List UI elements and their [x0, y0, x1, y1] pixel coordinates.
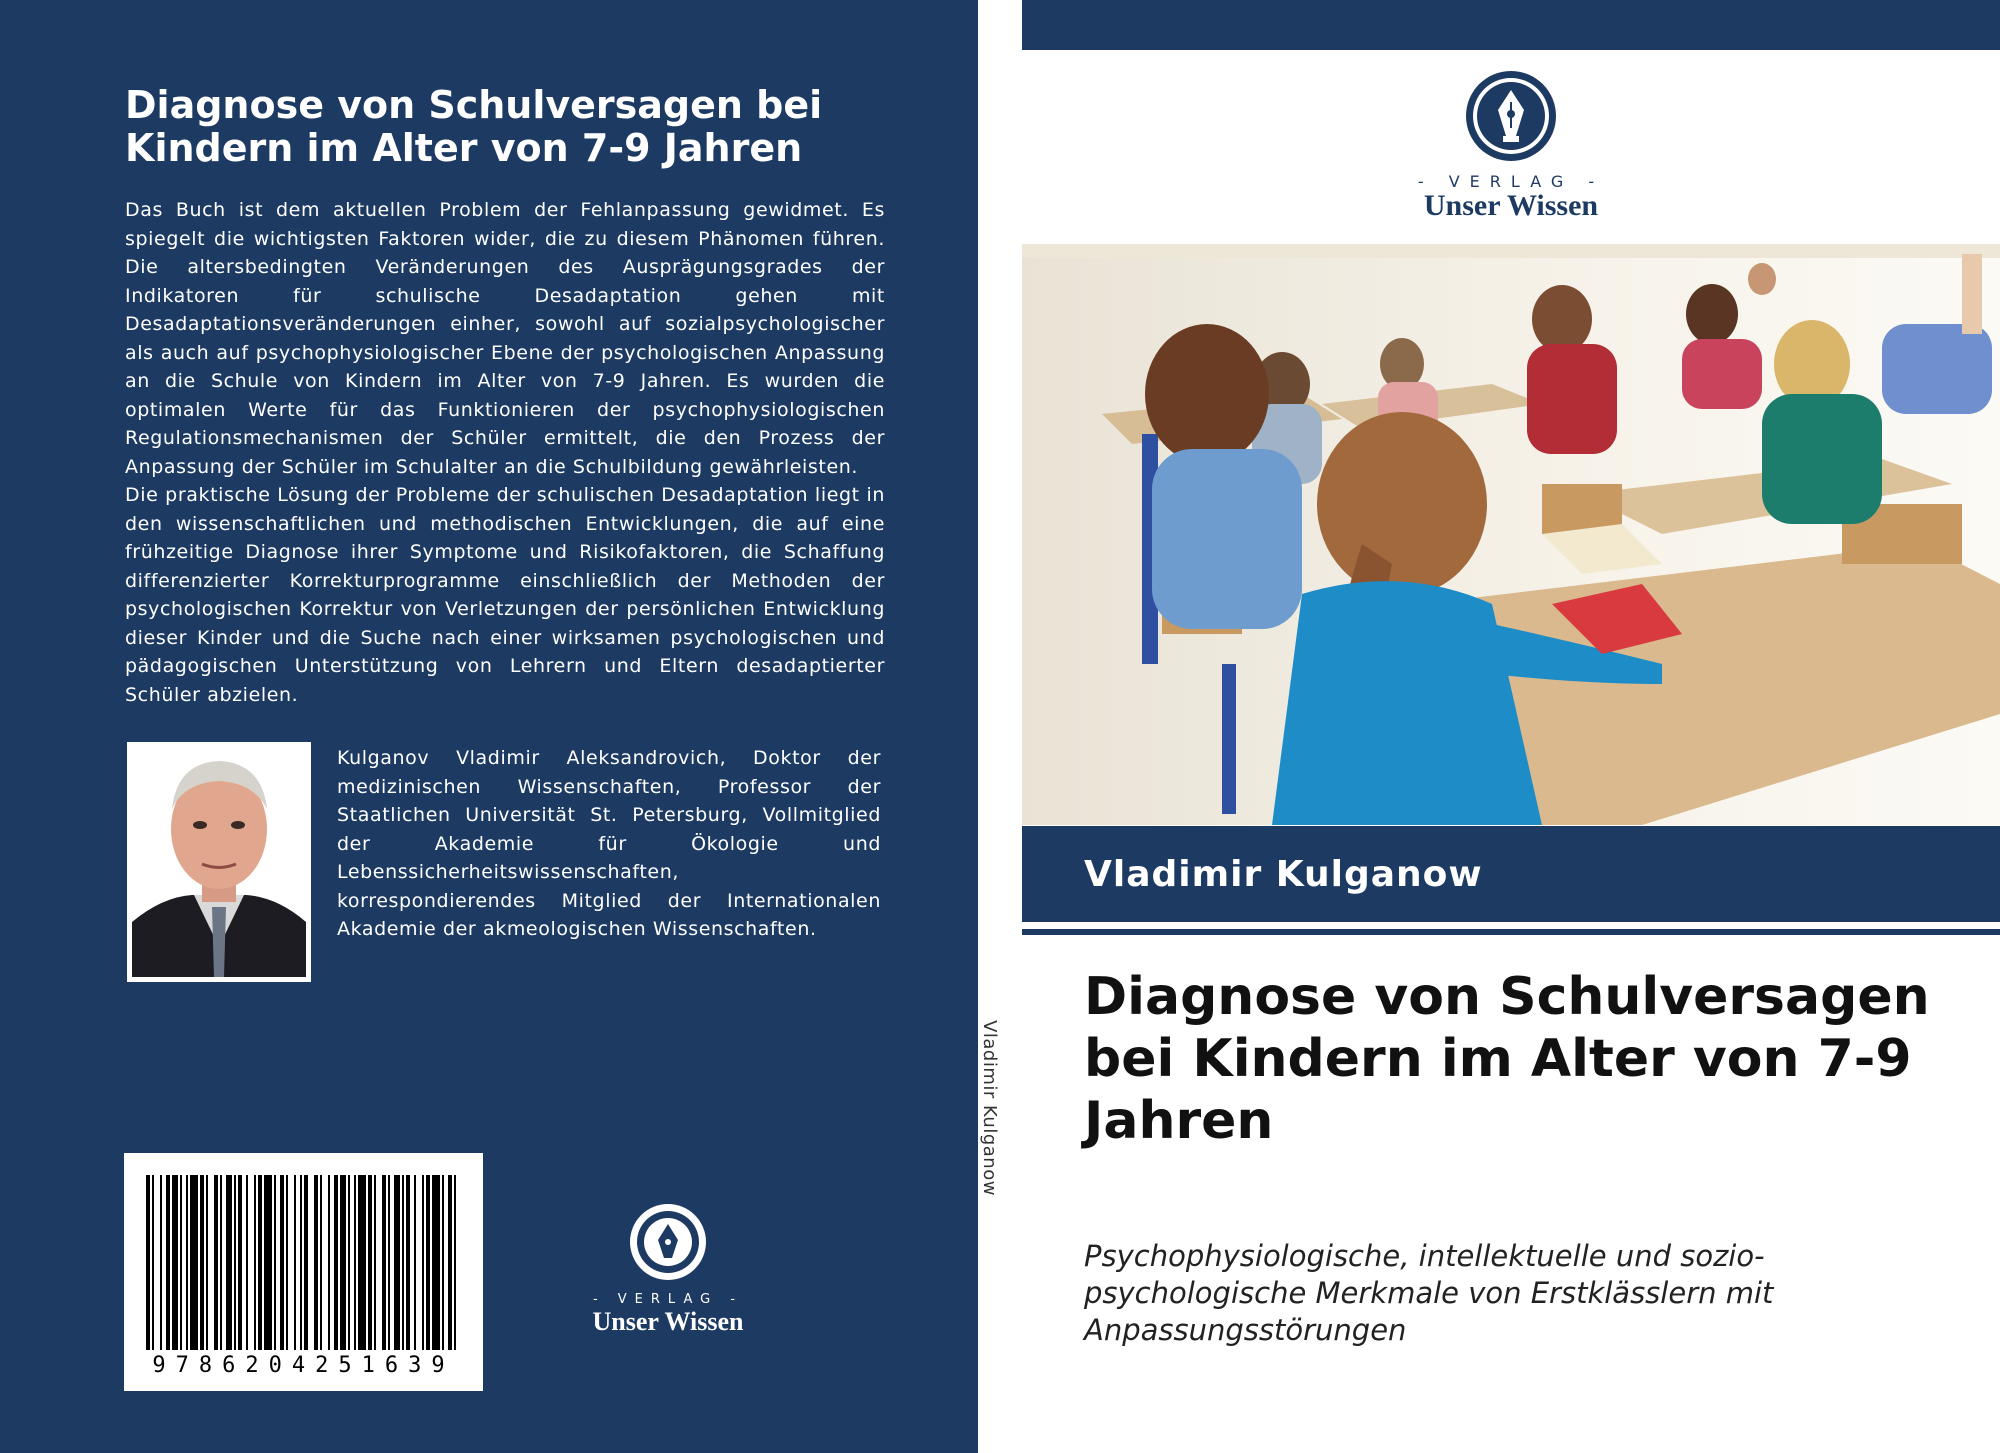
back-publisher-name: Unser Wissen: [592, 1307, 744, 1336]
spine: [978, 0, 1022, 1453]
fountain-pen-nib-logo-icon: [628, 1202, 708, 1282]
description-paragraph: Das Buch ist dem aktuellen Problem der Fehlanpassung gewidmet. Es spiegelt die wichtigsten Faktoren wider, die zu diesem Phänomen führen. Die altersbedingten Veränderungen des Ausprägungsgrades der Indikatoren für schulische Desadaptation gehen mit Desadaptationsveränderungen einher, sowohl auf sozialpsychologischer als auch auf psychophysiologischer Ebene der psychologischen Anpassung an die Schule von Kindern im Alter von 7-9 Jahren. Es wurden die optimalen Werte für das Funktionieren der psychophysiologischen Regulationsmechanismen der Schüler ermittelt, die den Prozess der Anpassung der Schüler im Schulalter an die Schulbildung gewährleisten.: [125, 199, 885, 478]
divider-line: [1022, 929, 2000, 935]
front-cover: [1022, 0, 2000, 1453]
front-author-name: Vladimir Kulganow: [1084, 854, 1483, 895]
front-cover-title: Diagnose von Schulversagen bei Kindern im Alter von 7-9 Jahren: [1084, 967, 1930, 1151]
book-description: [125, 196, 885, 709]
author-biography: Kulganov Vladimir Aleksandrovich, Doktor der medizinischen Wissenschaften, Professor der Staatlichen Universität St. Petersburg, Vollmitglied der Akademie für Ökologie und Lebenssicherheitswissenschaften, korrespondierendes Mitglied der Internationalen Akademie der akmeologischen Wissenschaften.: [337, 747, 881, 940]
description-paragraph: Die praktische Lösung der Probleme der schulischen Desadaptation liegt in den wissenschaftlichen und methodischen Entwicklungen, die auf eine frühzeitige Diagnose ihrer Symptome und Risikofaktoren, die Schaffung differenzierter Korrekturprogramme einschließlich der Methoden der psychologischen Korrektur von Verletzungen der persönlichen Entwicklung dieser Kinder und die Suche nach einer wirksamen psychologischen und pädagogischen Unterstützung von Lehrern und Eltern desadaptierter Schüler abzielen.: [125, 484, 885, 706]
back-cover: [0, 0, 978, 1453]
front-publisher-logo: [1022, 70, 2000, 223]
fountain-pen-nib-logo-icon: [1465, 70, 1557, 162]
classroom-photo: [1022, 244, 2000, 825]
classroom-photo-image: [1022, 244, 2000, 825]
author-portrait: [127, 742, 311, 982]
back-publisher-logo: [568, 1202, 768, 1337]
front-publisher-name: Unser Wissen: [1423, 189, 1599, 222]
author-portrait-image: [132, 747, 306, 977]
front-cover-subtitle: Psychophysiologische, intellektuelle und sozio-psychologische Merkmale von Erstklässlern mit Anpassungsstörungen: [1084, 1239, 1774, 1347]
author-band: [1022, 826, 2000, 922]
front-verlag-label: - VERLAG -: [1417, 172, 1605, 191]
spine-author: Vladimir Kulganow: [979, 1020, 1000, 1196]
isbn-number: 9786204251639: [152, 1353, 455, 1378]
barcode-bars: [124, 1153, 483, 1353]
top-color-bar: [1022, 0, 2000, 50]
isbn-barcode: [124, 1153, 483, 1391]
back-cover-title: Diagnose von Schulversagen bei Kindern im Alter von 7-9 Jahren: [125, 83, 823, 170]
back-verlag-label: - VERLAG -: [592, 1292, 744, 1307]
